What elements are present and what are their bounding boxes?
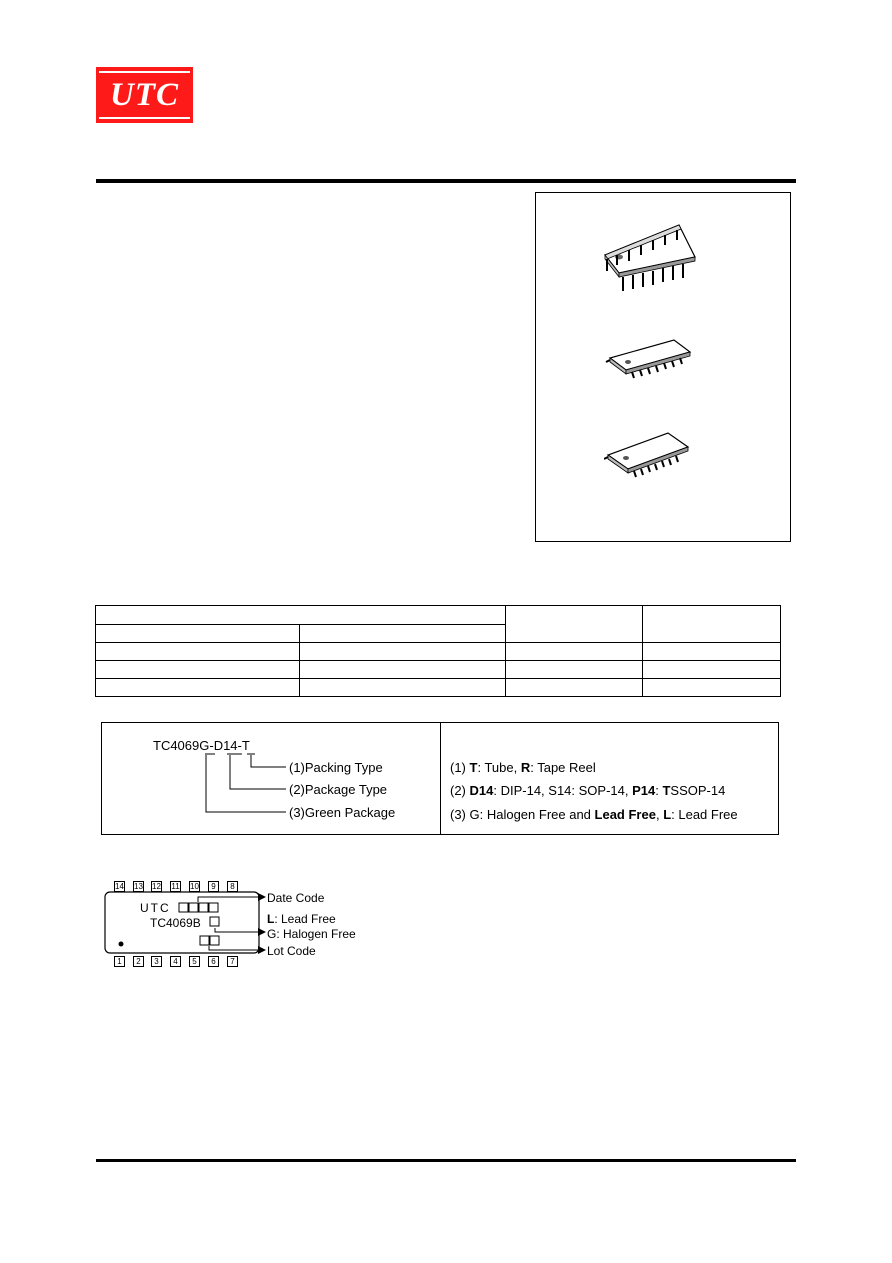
table-cell xyxy=(643,643,781,661)
table-cell xyxy=(300,679,506,697)
pin-9: 9 xyxy=(208,881,219,892)
table-header-cell xyxy=(300,625,506,643)
date-code-label: Date Code xyxy=(267,891,325,905)
table-cell xyxy=(506,643,643,661)
note-green: (3) G: Halogen Free and Lead Free, L: Lead Free xyxy=(450,807,738,822)
utc-logo xyxy=(96,67,193,123)
pin-13: 13 xyxy=(134,882,143,891)
header-rule xyxy=(96,179,796,183)
part-number: TC4069G-D14-T xyxy=(153,738,250,753)
table-header-cell xyxy=(506,606,643,643)
utc-logo-frame xyxy=(99,71,190,119)
marking-diagram xyxy=(100,878,370,970)
code-box-divider xyxy=(440,723,441,834)
field-package-type: (2)Package Type xyxy=(289,782,388,797)
table-cell xyxy=(300,661,506,679)
table-row xyxy=(96,679,781,697)
pin-8: 8 xyxy=(227,881,238,892)
pin-14: 14 xyxy=(115,882,124,891)
halogen-free-label: G: Halogen Free xyxy=(267,927,356,941)
lead-free-label: L: Lead Free xyxy=(267,912,336,926)
pin-2: 2 xyxy=(133,956,144,967)
ordering-info-table xyxy=(95,605,781,697)
table-row xyxy=(96,661,781,679)
utc-logo-text: UTC xyxy=(110,76,179,113)
table-cell xyxy=(96,679,300,697)
field-packing-type: (1)Packing Type xyxy=(289,760,383,775)
pin-12: 12 xyxy=(152,882,161,891)
ordering-code-box xyxy=(101,722,779,835)
table-row xyxy=(96,643,781,661)
table-cell xyxy=(506,679,643,697)
marking-line-utc: UTC xyxy=(140,901,171,915)
pin-7: 7 xyxy=(227,956,238,967)
package-illustration-box xyxy=(535,192,791,542)
table-cell xyxy=(506,661,643,679)
pin-4: 4 xyxy=(170,956,181,967)
pin-11: 11 xyxy=(171,882,180,891)
dip14-package-icon xyxy=(601,221,701,293)
marking-line-part: TC4069B xyxy=(150,916,201,930)
field-green-package: (3)Green Package xyxy=(289,805,396,820)
lot-code-label: Lot Code xyxy=(267,944,316,958)
pin-6: 6 xyxy=(208,956,219,967)
table-cell xyxy=(643,679,781,697)
table-cell xyxy=(96,661,300,679)
pin-5: 5 xyxy=(189,956,200,967)
footer-rule xyxy=(96,1159,796,1162)
table-header-cell xyxy=(96,606,506,625)
table-header-cell xyxy=(643,606,781,643)
note-package: (2) D14: DIP-14, S14: SOP-14, P14: TSSOP-14 xyxy=(450,783,726,798)
table-row xyxy=(96,606,781,625)
sop14-package-icon xyxy=(604,328,696,384)
tssop14-package-icon xyxy=(604,425,696,481)
table-cell xyxy=(96,643,300,661)
pin-3: 3 xyxy=(151,956,162,967)
table-header-cell xyxy=(96,625,300,643)
table-cell xyxy=(300,643,506,661)
note-packing: (1) T: Tube, R: Tape Reel xyxy=(450,760,596,775)
pin-10: 10 xyxy=(190,882,199,891)
pin-1: 1 xyxy=(114,956,125,967)
table-cell xyxy=(643,661,781,679)
